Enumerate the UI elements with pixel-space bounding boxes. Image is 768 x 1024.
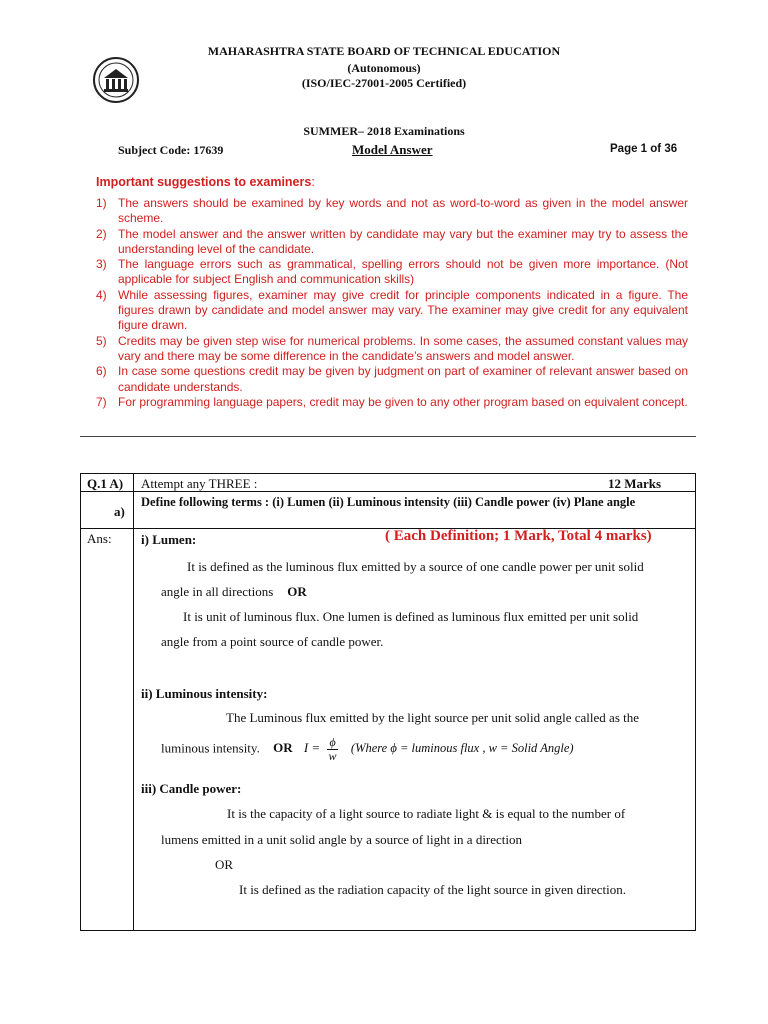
list-item xyxy=(96,334,688,365)
marking-note: ( Each Definition; 1 Mark, Total 4 marks) xyxy=(385,528,652,544)
luminous-intensity-line2-text: luminous intensity. xyxy=(161,740,260,756)
candle-power-alt-line: It is defined as the radiation capacity of the light source in given direction. xyxy=(239,882,626,897)
list-item xyxy=(96,196,688,227)
list-item-number: 1) xyxy=(96,196,107,210)
formula-legend: (Where ϕ = luminous flux , w = Solid Angle) xyxy=(350,741,574,756)
suggestions-title xyxy=(96,175,315,189)
exam-title: SUMMER– 2018 Examinations xyxy=(303,124,465,138)
suggestions-title-colon: : xyxy=(311,175,315,189)
luminous-intensity-heading: ii) Luminous intensity: xyxy=(141,686,268,701)
formula-lhs: I = xyxy=(303,740,321,756)
or-separator: OR xyxy=(273,740,293,756)
list-item xyxy=(96,257,688,288)
lumen-definition-line1: It is defined as the luminous flux emitted by a source of one candle power per unit solid xyxy=(187,559,644,574)
list-item-text: Credits may be given step wise for numerical problems. In some cases, the assumed constant values may vary and there may be some difference in the candidate’s answers and model answer. xyxy=(118,333,688,363)
formula-fraction xyxy=(327,736,337,763)
list-item-text: The answers should be examined by key words and not as word-to-word as given in the model answer scheme. xyxy=(118,196,688,226)
luminous-intensity-line2 xyxy=(161,736,574,763)
formula-numerator: ϕ xyxy=(329,735,336,749)
list-item-number: 6) xyxy=(96,364,107,379)
list-item-number: 2) xyxy=(96,226,107,241)
list-item-text: The model answer and the answer written by candidate may vary but the examiner may try to assess the understanding level of the candidate. xyxy=(118,226,688,256)
table-column-divider xyxy=(133,474,134,930)
lumen-definition-alt-line2: angle from a point source of candle power. xyxy=(161,634,384,649)
lumen-definition-line2-text: angle in all directions xyxy=(161,584,274,599)
list-item-number: 3) xyxy=(96,257,107,272)
subquestion-text: Define following terms : (i) Lumen (ii) Luminous intensity (iii) Candle power (iv) Plane angle xyxy=(141,495,636,509)
model-answer-heading: Model Answer xyxy=(352,142,433,157)
list-item-text: While assessing figures, examiner may give credit for principle components indicated in a figure. The figures drawn by candidate and model answer may vary. The examiner may give credit for any equivalent figure drawn. xyxy=(118,287,688,333)
list-item xyxy=(96,395,688,410)
list-item-number: 4) xyxy=(96,287,107,302)
question-table xyxy=(80,473,696,931)
certified-label: (ISO/IEC-27001-2005 Certified) xyxy=(301,76,467,90)
luminous-intensity-line1: The Luminous flux emitted by the light source per unit solid angle called as the xyxy=(226,710,640,725)
list-item-text: For programming language papers, credit may be given to any other program based on equivalent concept. xyxy=(118,394,688,409)
suggestions-list xyxy=(96,196,688,410)
list-item xyxy=(96,288,688,334)
question-label: Q.1 A) xyxy=(87,476,124,491)
or-separator: OR xyxy=(287,584,307,599)
lumen-definition-alt-line1: It is unit of luminous flux. One lumen is defined as luminous flux emitted per unit solid xyxy=(183,609,639,624)
lumen-definition-line2 xyxy=(161,584,307,600)
candle-power-line2: lumens emitted in a unit solid angle by a source of light in a direction xyxy=(161,832,523,847)
suggestions-title-text: Important suggestions to examiners xyxy=(96,175,312,189)
lumen-heading: i) Lumen: xyxy=(141,532,197,547)
candle-power-heading: iii) Candle power: xyxy=(141,781,242,796)
section-divider xyxy=(80,436,696,437)
question-instruction: Attempt any THREE : xyxy=(141,476,258,491)
list-item xyxy=(96,227,688,258)
answer-label: Ans: xyxy=(87,531,112,546)
candle-power-line1: It is the capacity of a light source to radiate light & is equal to the number of xyxy=(227,806,626,821)
question-marks: 12 Marks xyxy=(608,476,662,491)
autonomous-label: (Autonomous) xyxy=(347,61,421,75)
subject-code: Subject Code: 17639 xyxy=(118,143,224,157)
or-separator: OR xyxy=(215,857,234,872)
subquestion-label: a) xyxy=(114,504,125,519)
page-number: Page 1 of 36 xyxy=(610,143,678,155)
list-item xyxy=(96,364,688,395)
list-item-text: The language errors such as grammatical, spelling errors should not be given more importance. (Not applicable for subject English and communication skills) xyxy=(118,257,688,287)
list-item-text: In case some questions credit may be given by judgment on part of examiner of relevant answer based on candidate understands. xyxy=(118,364,688,394)
list-item-number: 5) xyxy=(96,333,107,348)
board-title: MAHARASHTRA STATE BOARD OF TECHNICAL EDUCATION xyxy=(207,44,561,58)
formula-denominator: w xyxy=(328,749,337,763)
list-item-number: 7) xyxy=(96,394,107,409)
